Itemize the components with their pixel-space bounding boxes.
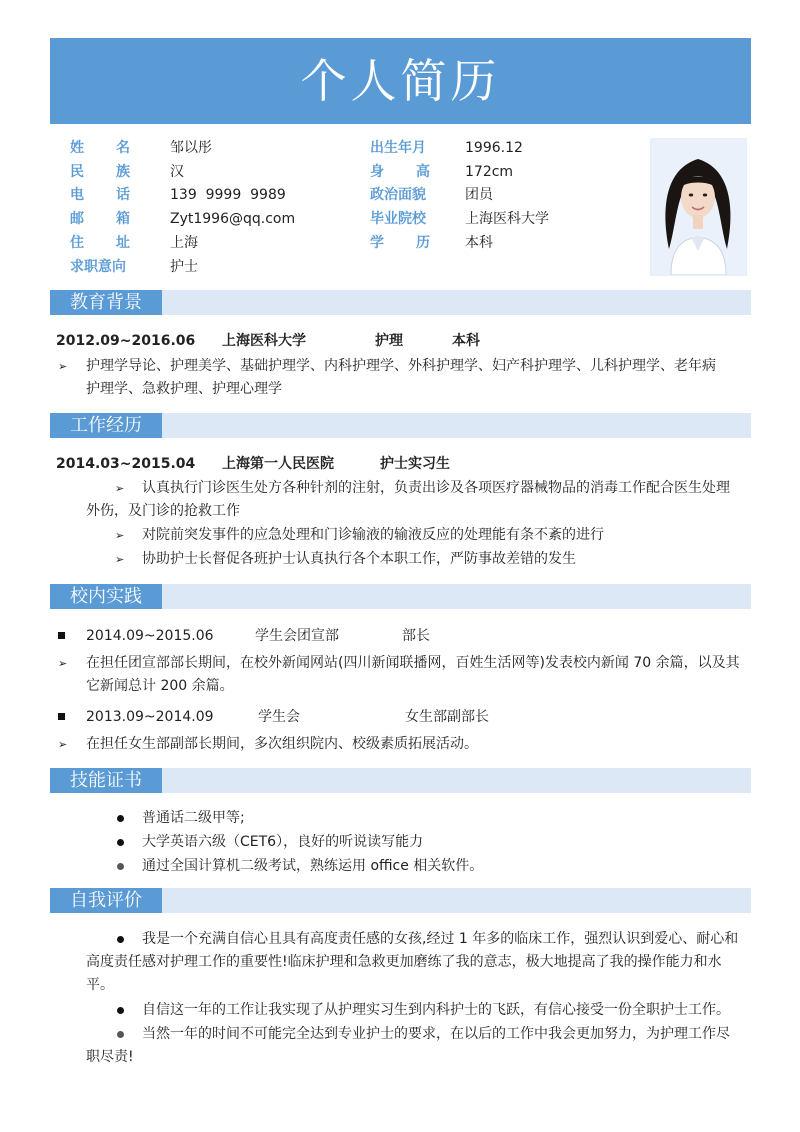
info-label-birth: 出生年月 — [370, 140, 426, 156]
section-title-work: 工作经历 — [50, 413, 162, 438]
dot-bullet-icon — [117, 863, 124, 870]
arrow-bullet-icon: ➢ — [58, 360, 68, 373]
info-value-name: 邹以彤 — [170, 140, 212, 156]
info-value-school: 上海医科大学 — [465, 211, 549, 227]
campus-org-2: 学生会 — [258, 709, 300, 725]
dot-bullet-icon — [117, 815, 124, 822]
info-label-school: 毕业院校 — [370, 211, 426, 227]
info-value-education-level: 本科 — [465, 235, 493, 251]
section-campus — [50, 584, 751, 609]
work-item-1: 认真执行门诊医生处方各种针剂的注射，负责出诊及各项医疗器械物品的消毒工作配合医生处理外伤，及门诊的抢救工作 — [86, 480, 730, 519]
info-label-email — [70, 208, 130, 231]
info-label-name — [70, 137, 130, 160]
work-position: 护士实习生 — [380, 456, 450, 472]
dot-bullet-icon — [117, 839, 124, 846]
arrow-bullet-icon: ➢ — [115, 529, 125, 542]
arrow-bullet-icon: ➢ — [58, 738, 68, 751]
label-char: 电 — [70, 187, 84, 203]
info-row-education-level — [370, 232, 630, 255]
skill-item-1: 普通话二级甲等; — [142, 810, 245, 826]
avatar-portrait — [651, 139, 746, 275]
info-row-ethnicity — [70, 161, 370, 184]
square-bullet-icon — [58, 632, 65, 639]
campus-org-1: 学生会团宣部 — [255, 628, 339, 644]
label-char: 邮 — [70, 211, 84, 227]
self-item-3: 当然一年的时间不可能完全达到专业护士的要求，在以后的工作中我会更加努力，为护理工作尽职尽责! — [86, 1026, 730, 1065]
skill-item-2: 大学英语六级（CET6），良好的听说读写能力 — [142, 834, 424, 850]
campus-desc-2: 在担任女生部副部长期间，多次组织院内、校级素质拓展活动。 — [86, 736, 478, 752]
info-row-email — [70, 208, 370, 231]
campus-role-2: 女生部副部长 — [405, 709, 489, 725]
work-item-3: 协助护士长督促各班护士认真执行各个本职工作，严防事故差错的发生 — [142, 551, 576, 567]
campus-desc-1: 在担任团宣部部长期间，在校外新闻网站(四川新闻联播网，百姓生活网等)发表校内新闻 70 余篇，以及其它新闻总计 200 余篇。 — [86, 655, 740, 694]
section-self — [50, 888, 751, 913]
arrow-bullet-icon: ➢ — [58, 657, 68, 670]
label-char: 族 — [116, 164, 130, 180]
section-title-skills: 技能证书 — [50, 768, 162, 793]
label-char: 箱 — [116, 211, 130, 227]
info-row-political — [370, 184, 630, 207]
section-work — [50, 413, 751, 438]
education-period: 2012.09~2016.06 — [56, 333, 196, 349]
info-value-address: 上海 — [170, 235, 198, 251]
campus-period-1: 2014.09~2015.06 — [86, 628, 214, 644]
label-char: 姓 — [70, 140, 84, 156]
work-item-2: 对院前突发事件的应急处理和门诊输液的输液反应的处理能有条不紊的进行 — [142, 527, 604, 543]
label-char: 历 — [416, 235, 430, 251]
section-title-campus: 校内实践 — [50, 584, 162, 609]
label-char: 身 — [370, 164, 384, 180]
info-value-email: Zyt1996@qq.com — [170, 211, 296, 227]
info-value-job-intent: 护士 — [170, 259, 198, 275]
info-row-address — [70, 232, 370, 255]
info-label-ethnicity — [70, 161, 130, 184]
arrow-bullet-icon: ➢ — [115, 553, 125, 566]
label-char: 高 — [416, 164, 430, 180]
label-char: 学 — [370, 235, 384, 251]
skill-item-3: 通过全国计算机二级考试，熟练运用 office 相关软件。 — [142, 858, 484, 874]
info-row-school — [370, 208, 630, 231]
info-value-height: 172cm — [465, 164, 514, 180]
section-title-self: 自我评价 — [50, 888, 162, 913]
personal-info — [50, 137, 751, 282]
info-label-phone — [70, 184, 130, 207]
self-item-2: 自信这一年的工作让我实现了从护理实习生到内科护士的飞跃，有信心接受一份全职护士工作。 — [142, 1002, 730, 1018]
label-char: 名 — [116, 140, 130, 156]
info-label-education-level — [370, 232, 430, 255]
info-value-political: 团员 — [465, 187, 493, 203]
label-char: 话 — [116, 187, 130, 203]
profile-photo — [650, 138, 747, 276]
label-char: 址 — [116, 235, 130, 251]
info-label-political: 政治面貌 — [370, 187, 426, 203]
section-education — [50, 290, 751, 315]
info-label-height — [370, 161, 430, 184]
campus-role-1: 部长 — [402, 628, 430, 644]
education-major: 护理 — [375, 333, 403, 349]
section-skills — [50, 768, 751, 793]
campus-period-2: 2013.09~2014.09 — [86, 709, 214, 725]
dot-bullet-icon — [117, 1007, 124, 1014]
info-row-birth — [370, 137, 630, 160]
info-row-phone — [70, 184, 370, 207]
work-period: 2014.03~2015.04 — [56, 456, 196, 472]
work-company: 上海第一人民医院 — [222, 456, 334, 472]
square-bullet-icon — [58, 713, 65, 720]
education-school: 上海医科大学 — [222, 333, 306, 349]
education-degree: 本科 — [452, 333, 480, 349]
info-row-job-intent — [70, 256, 370, 279]
resume-title: 个人简历 — [50, 38, 751, 124]
label-char: 民 — [70, 164, 84, 180]
label-char: 住 — [70, 235, 84, 251]
education-courses: 护理学导论、护理美学、基础护理学、内科护理学、外科护理学、妇产科护理学、儿科护理学、老年病护理学、急救护理、护理心理学 — [86, 358, 716, 397]
info-row-height — [370, 161, 630, 184]
arrow-bullet-icon: ➢ — [115, 482, 125, 495]
info-label-address — [70, 232, 130, 255]
section-title-education: 教育背景 — [50, 290, 162, 315]
info-value-ethnicity: 汉 — [170, 164, 184, 180]
self-item-1: 我是一个充满自信心且具有高度责任感的女孩,经过 1 年多的临床工作，强烈认识到爱心、耐心和高度责任感对护理工作的重要性!临床护理和急救更加磨练了我的意志，极大地提高了我的操作能力和水平。 — [86, 931, 739, 993]
info-row-name — [70, 137, 370, 160]
info-value-birth: 1996.12 — [465, 140, 523, 156]
info-label-job-intent: 求职意向 — [70, 259, 126, 275]
info-value-phone: 139 9999 9989 — [170, 187, 286, 203]
